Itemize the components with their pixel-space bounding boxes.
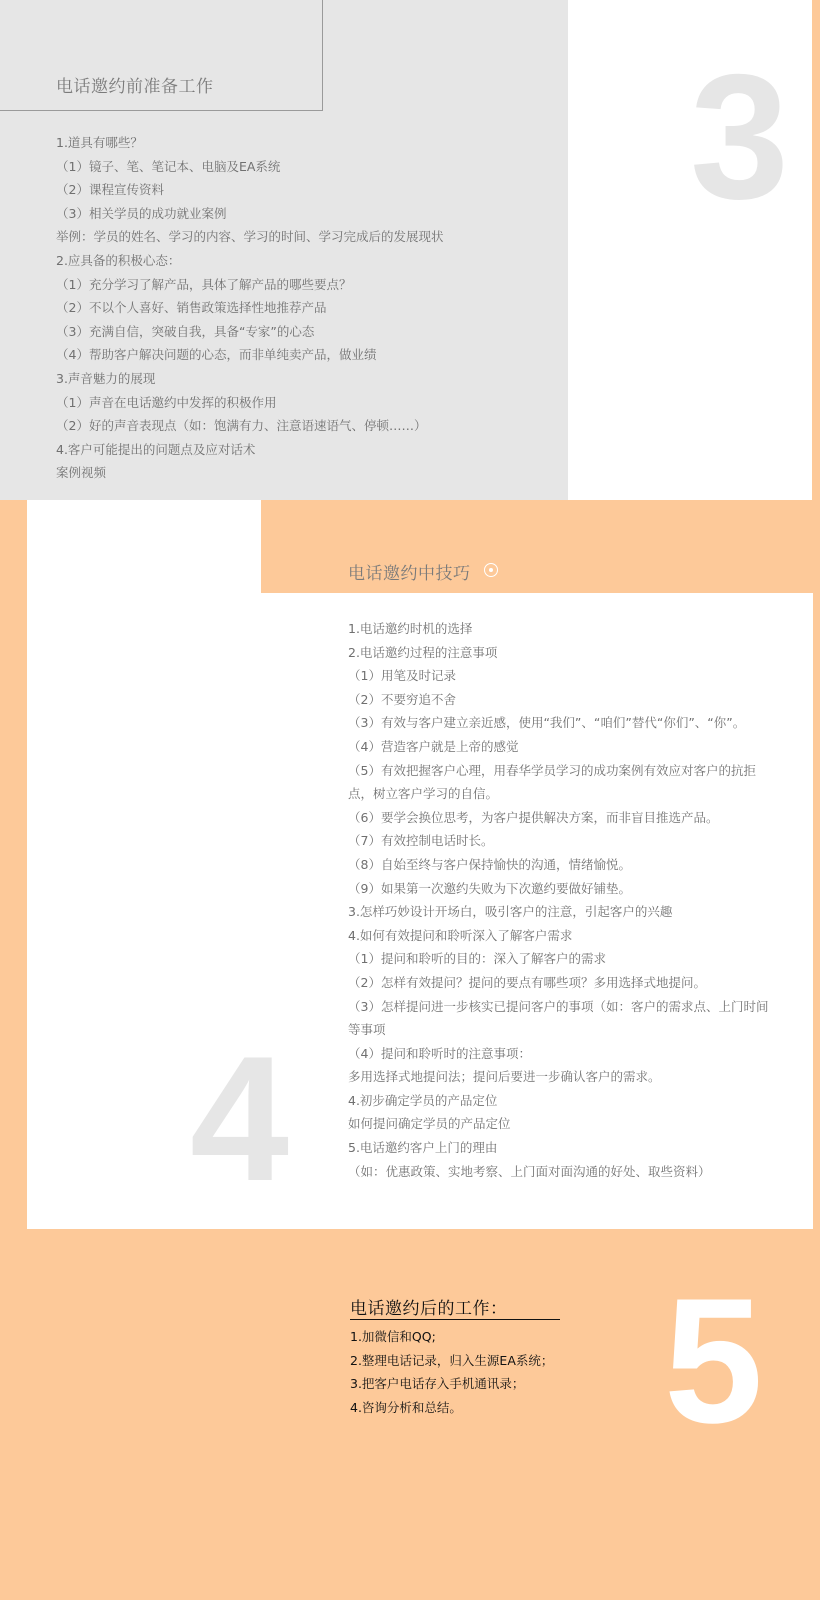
section4-line: 2.电话邀约过程的注意事项 <box>348 644 498 660</box>
section4-line: 1.电话邀约时机的选择 <box>348 621 473 636</box>
section5-title-underline <box>350 1319 560 1320</box>
section3-line: （2）课程宣传资料 <box>56 182 164 198</box>
section3-line: （1）充分学习了解产品，具体了解产品的哪些要点？ <box>56 276 352 292</box>
section3-line: 2.应具备的积极心态： <box>56 252 181 268</box>
section4-line: 5.电话邀约客户上门的理由 <box>348 1140 498 1156</box>
section4-line: （如：优惠政策、实地考察、上门面对面沟通的好处、取些资料） <box>348 1163 711 1179</box>
section3-line: （2）不以个人喜好、销售政策选择性地推荐产品 <box>56 300 327 316</box>
section4-line: （1）用笔及时记录 <box>348 668 456 684</box>
section4-line: 多用选择式地提问法；提问后要进一步确认客户的需求。 <box>348 1069 661 1085</box>
section3-line: （3）充满自信，突破自我，具备“专家”的心态 <box>56 323 315 339</box>
section4-line: （5）有效把握客户心理，用春华学员学习的成功案例有效应对客户的抗拒点，树立客户学习的自信。 <box>348 762 756 802</box>
section4-line: （6）要学会换位思考，为客户提供解决方案，而非盲目推选产品。 <box>348 809 719 825</box>
section4-line: （4）提问和聆听时的注意事项： <box>348 1045 531 1061</box>
section4-title: 电话邀约中技巧 <box>348 564 471 584</box>
section4-header-band <box>261 500 820 593</box>
section4-line: （7）有效控制电话时长。 <box>348 833 494 849</box>
accent-strip <box>812 0 820 500</box>
section4-number: 4 <box>190 1019 289 1218</box>
section3-line: 4.客户可能提出的问题点及应对话术 <box>56 441 256 457</box>
section3-line: （1）声音在电话邀约中发挥的积极作用 <box>56 394 277 410</box>
section5-line: 1.加微信和QQ; <box>350 1329 436 1344</box>
section4-line: （3）怎样提问进一步核实已提问客户的事项（如：客户的需求点、上门时间等事项 <box>348 998 769 1038</box>
section3-line: （1）镜子、笔、笔记本、电脑及EA系统 <box>56 158 281 174</box>
section3-line: （4）帮助客户解决问题的心态，而非单纯卖产品，做业绩 <box>56 347 377 363</box>
section4-line: 4.初步确定学员的产品定位 <box>348 1092 498 1108</box>
section5-title: 电话邀约后的工作： <box>350 1299 508 1319</box>
section3-number: 3 <box>690 37 789 236</box>
section3-line: （2）好的声音表现点（如：饱满有力、注意语速语气、停顿……） <box>56 418 427 434</box>
section3-title: 电话邀约前准备工作 <box>56 77 214 97</box>
section4-line: （9）如果第一次邀约失败为下次邀约要做好铺垫。 <box>348 880 631 896</box>
section4-line: （8）自始至终与客户保持愉快的沟通，情绪愉悦。 <box>348 856 631 872</box>
section3-line: 1.道具有哪些？ <box>56 135 143 150</box>
section4-line: （4）营造客户就是上帝的感觉 <box>348 738 519 754</box>
section5-line: 2.整理电话记录，归入生源EA系统； <box>350 1352 554 1368</box>
section3-line: 3.声音魅力的展现 <box>56 370 156 386</box>
section4-line: 如何提问确定学员的产品定位 <box>348 1116 511 1132</box>
section3-list <box>56 131 556 485</box>
section4-line: （2）怎样有效提问？提问的要点有哪些项？多用选择式地提问。 <box>348 974 706 990</box>
section3-line: 举例：学员的姓名、学习的内容、学习的时间、学习完成后的发展现状 <box>56 229 444 245</box>
section5-line: 4.咨询分析和总结。 <box>350 1399 462 1415</box>
section4-list <box>348 617 778 1183</box>
section4-line: （2）不要穷追不舍 <box>348 691 456 707</box>
section3-line: （3）相关学员的成功就业案例 <box>56 205 227 221</box>
section3-line: 案例视频 <box>56 465 107 481</box>
section4-line: 4.如何有效提问和聆听深入了解客户需求 <box>348 927 573 943</box>
section5-line: 3.把客户电话存入手机通讯录； <box>350 1376 525 1392</box>
section5-number: 5 <box>664 1261 763 1460</box>
section5-list <box>350 1325 650 1419</box>
section4-line: （3）有效与客户建立亲近感，使用“我们”、“咱们”替代“你们”、“你”。 <box>348 715 746 731</box>
section4-line: （1）提问和聆听的目的：深入了解客户的需求 <box>348 951 606 967</box>
section4-line: 3.怎样巧妙设计开场白，吸引客户的注意，引起客户的兴趣 <box>348 904 673 920</box>
target-dot-icon <box>484 563 498 577</box>
